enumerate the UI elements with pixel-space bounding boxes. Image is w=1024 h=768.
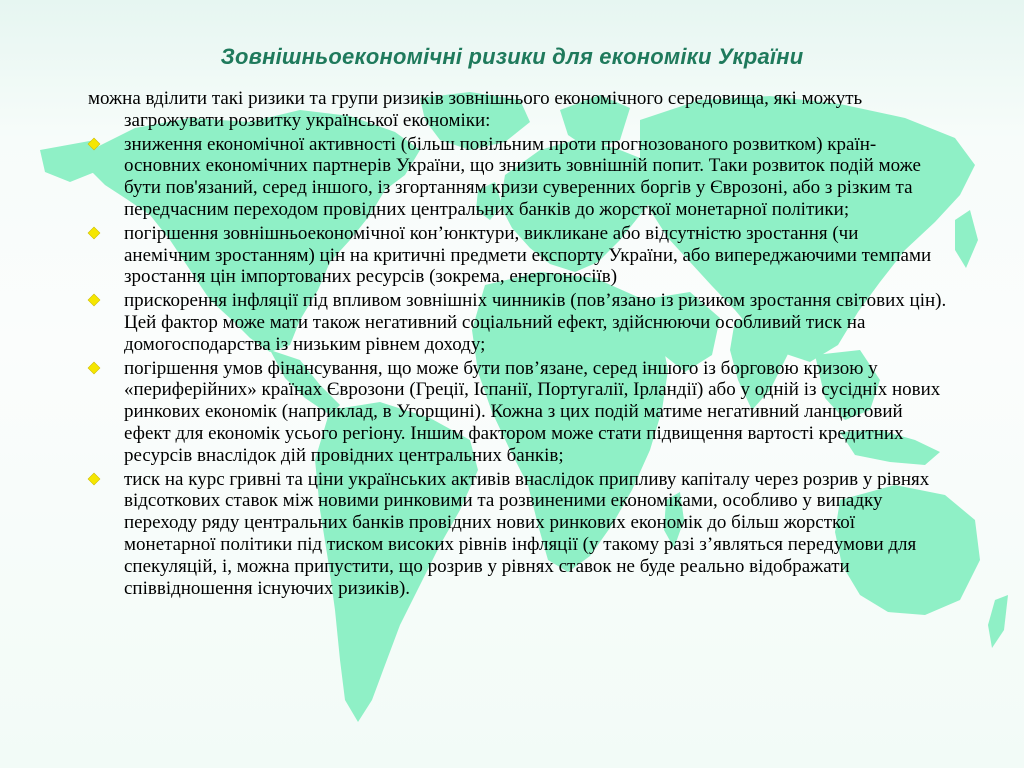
- bullet-item: [88, 290, 948, 355]
- bullet-text: прискорення інфляції під впливом зовнішніх чинників (пов’язано із ризиком зростання світових цін). Цей фактор може мати також негативний соціальний ефект, здійснюючи особливий тиск на домогосподарства із низьким рівнем доходу;: [124, 290, 947, 355]
- bullet-item: [88, 223, 948, 288]
- intro-text: можна вділити такі ризики та групи ризиків зовнішнього економічного середовища, які можуть загрожувати розвитку української економіки:: [88, 88, 863, 131]
- diamond-bullet-icon: [88, 295, 99, 306]
- risk-bullet-list: [88, 134, 948, 600]
- slide-title: Зовнішньоекономічні ризики для економіки України: [220, 44, 804, 69]
- bullet-item: [88, 469, 948, 600]
- diamond-bullet-icon: [88, 227, 99, 238]
- bullet-text: тиск на курс гривні та ціни українських активів внаслідок припливу капіталу через розрив у рівнях відсоткових ставок між новими ринковими та розвиненими економіками, особливо у випадку переходу ряду центральних банків провідних нових ринкових економік до більш жорсткої монетарної політики під тиском високих рівнів інфляції (у такому разі з’являться передумови для спекуляцій, і, можна припустити, що розрив у рівнях ставок не буде реально відображати співвідношення існуючих ризиків).: [124, 468, 930, 599]
- slide-content: [88, 88, 948, 601]
- diamond-bullet-icon: [88, 473, 99, 484]
- diamond-bullet-icon: [88, 138, 99, 149]
- bullet-item: [88, 134, 948, 221]
- bullet-text: зниження економічної активності (більш повільним проти прогнозованого розвитком) країн-основних економічних партнерів України, що знизить зовнішній попит. Таки розвиток подій може бути пов'язаний, серед іншого, із згортанням кризи суверенних боргів у Єврозоні, або з різким та передчасним переходом провідних центральних банків до жорсткої монетарної політики;: [124, 133, 921, 220]
- bullet-item: [88, 358, 948, 467]
- bullet-text: погіршення зовнішньоекономічної кон’юнктури, викликане або відсутністю зростання (чи анемічним зростанням) цін на критичні предмети експорту України, або випереджаючими темпами зростання цін імпортованих ресурсів (зокрема, енергоносіїв): [124, 222, 932, 288]
- diamond-bullet-icon: [88, 362, 99, 373]
- bullet-text: погіршення умов фінансування, що може бути пов’язане, серед іншого із борговою кризою у «периферійних» країнах Єврозони (Греції, Іспанії, Португалії, Ірландії) або у одній із сусідніх нових ринкових економік (наприклад, в Угорщині). Кожна з цих подій матиме негативний ланцюговий ефект для економік усього регіону. Іншим фактором може стати підвищення вартості кредитних ресурсів внаслідок дій провідних центральних банків;: [124, 357, 941, 466]
